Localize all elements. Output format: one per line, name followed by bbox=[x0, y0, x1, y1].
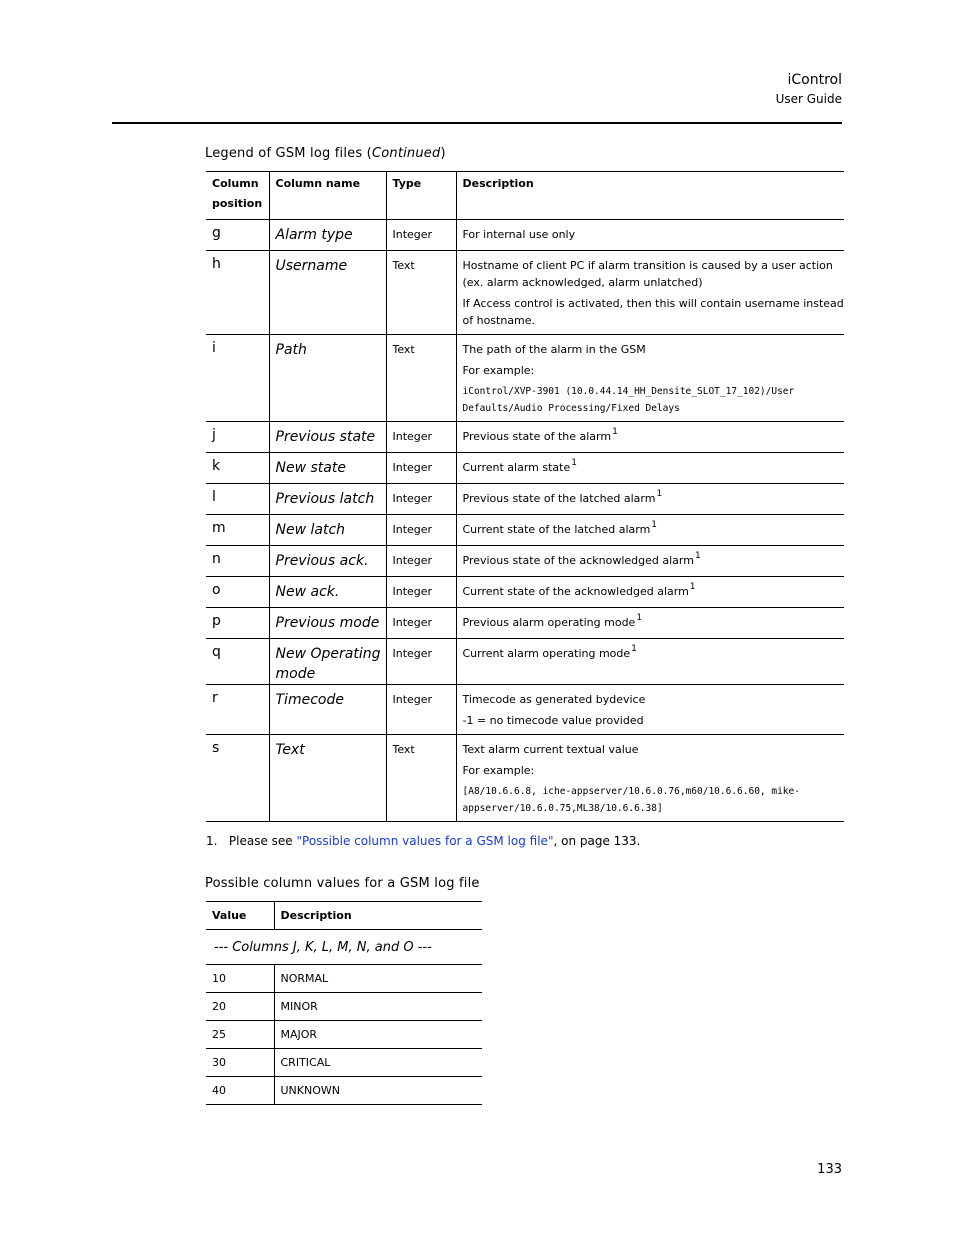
column-position-cell: h bbox=[206, 251, 269, 335]
column-name-cell: Previous latch bbox=[269, 484, 386, 515]
description-cell bbox=[456, 639, 844, 685]
description-text bbox=[463, 583, 845, 600]
legend-row bbox=[206, 546, 844, 577]
legend-row bbox=[206, 639, 844, 685]
description-text bbox=[463, 295, 845, 329]
value-description-cell: UNKNOWN bbox=[274, 1077, 482, 1105]
values-table bbox=[206, 901, 482, 1105]
description-line: For internal use only bbox=[462, 228, 576, 241]
column-position-cell: j bbox=[206, 422, 269, 453]
footnote-marker: 1 bbox=[631, 644, 637, 654]
header-type: Type bbox=[386, 172, 456, 220]
footnote-marker: 1 bbox=[571, 458, 577, 468]
value-cell: 20 bbox=[206, 993, 274, 1021]
values-row bbox=[206, 1021, 482, 1049]
legend-row bbox=[206, 220, 844, 251]
column-position-cell: g bbox=[206, 220, 269, 251]
header-column-name: Column name bbox=[269, 172, 386, 220]
legend-caption bbox=[205, 146, 446, 161]
description-line: -1 = no timecode value provided bbox=[462, 714, 644, 727]
document-subtitle: User Guide bbox=[775, 92, 842, 106]
description-text bbox=[463, 428, 845, 445]
values-group-label: --- Columns J, K, L, M, N, and O --- bbox=[206, 930, 482, 965]
description-text bbox=[463, 459, 845, 476]
column-name-cell: Timecode bbox=[269, 685, 386, 735]
description-text bbox=[463, 362, 845, 379]
description-line: Previous state of the alarm bbox=[462, 430, 612, 443]
column-position-cell: m bbox=[206, 515, 269, 546]
legend-row bbox=[206, 453, 844, 484]
legend-row bbox=[206, 251, 844, 335]
description-line: If Access control is activated, then this will contain username instead of hostname. bbox=[462, 297, 844, 327]
column-position-cell: r bbox=[206, 685, 269, 735]
column-name-cell: Previous state bbox=[269, 422, 386, 453]
column-position-cell: s bbox=[206, 735, 269, 822]
footnote bbox=[206, 834, 640, 848]
description-cell bbox=[456, 484, 844, 515]
footnote-link[interactable]: "Possible column values for a GSM log file" bbox=[296, 834, 554, 848]
legend-row bbox=[206, 577, 844, 608]
description-cell bbox=[456, 515, 844, 546]
column-name-cell: New Operating mode bbox=[269, 639, 386, 685]
type-cell: Integer bbox=[386, 685, 456, 735]
column-name-cell: New ack. bbox=[269, 577, 386, 608]
description-text bbox=[463, 257, 845, 291]
footnote-marker: 1 bbox=[656, 489, 663, 499]
header-value-description: Description bbox=[274, 902, 482, 930]
legend-row bbox=[206, 735, 844, 822]
legend-caption-continued: Continued bbox=[371, 146, 441, 161]
header-column-position: Column position bbox=[206, 172, 269, 220]
column-position-cell: l bbox=[206, 484, 269, 515]
type-cell: Integer bbox=[386, 608, 456, 639]
value-cell: 40 bbox=[206, 1077, 274, 1105]
values-row bbox=[206, 965, 482, 993]
description-cell bbox=[456, 608, 844, 639]
header-divider bbox=[112, 122, 842, 124]
legend-row bbox=[206, 685, 844, 735]
column-name-cell: New latch bbox=[269, 515, 386, 546]
description-text bbox=[463, 691, 845, 708]
description-line: For example: bbox=[462, 364, 535, 377]
column-name-cell: Path bbox=[269, 335, 386, 422]
description-cell bbox=[456, 453, 844, 484]
description-line: Previous state of the acknowledged alarm bbox=[462, 554, 694, 567]
code-example: [A8/10.6.6.8, iche-appserver/10.6.0.76,m60/10.6.6.60, mike-appserver/10.6.0.75,ML38/10.6.6.38] bbox=[462, 786, 800, 814]
description-line: Text alarm current textual value bbox=[462, 743, 639, 756]
value-description-cell: MAJOR bbox=[274, 1021, 482, 1049]
footnote-prefix: Please see bbox=[228, 834, 297, 848]
type-cell: Integer bbox=[386, 422, 456, 453]
description-line: Current alarm state bbox=[462, 461, 571, 474]
column-position-cell: p bbox=[206, 608, 269, 639]
code-example: iControl/XVP-3901 (10.0.44.14_HH_Densite_SLOT_17_102)/User Defaults/Audio Processing/Fixed Delays bbox=[462, 386, 795, 414]
description-line: Current state of the latched alarm bbox=[462, 523, 651, 536]
page-header bbox=[776, 70, 842, 108]
legend-row bbox=[206, 422, 844, 453]
footnote-number: 1. bbox=[206, 834, 218, 848]
column-name-cell: Previous mode bbox=[269, 608, 386, 639]
footnote-marker: 1 bbox=[612, 427, 618, 437]
legend-table bbox=[206, 171, 844, 822]
value-description-cell: NORMAL bbox=[274, 965, 482, 993]
description-line: Timecode as generated bydevice bbox=[462, 693, 646, 706]
value-cell: 25 bbox=[206, 1021, 274, 1049]
description-cell bbox=[456, 685, 844, 735]
column-name-cell: Text bbox=[269, 735, 386, 822]
description-cell bbox=[456, 422, 844, 453]
header-value: Value bbox=[206, 902, 274, 930]
description-text bbox=[463, 341, 845, 358]
type-cell: Integer bbox=[386, 577, 456, 608]
type-cell: Text bbox=[386, 335, 456, 422]
legend-caption-prefix: Legend of GSM log files ( bbox=[205, 146, 372, 161]
description-cell bbox=[456, 577, 844, 608]
type-cell: Integer bbox=[386, 515, 456, 546]
header-description: Description bbox=[456, 172, 844, 220]
values-row bbox=[206, 993, 482, 1021]
value-description-cell: CRITICAL bbox=[274, 1049, 482, 1077]
column-position-cell: n bbox=[206, 546, 269, 577]
values-row bbox=[206, 1077, 482, 1105]
legend-row bbox=[206, 335, 844, 422]
description-cell bbox=[456, 546, 844, 577]
column-name-cell: Username bbox=[269, 251, 386, 335]
type-cell: Text bbox=[386, 735, 456, 822]
values-row bbox=[206, 1049, 482, 1077]
type-cell: Integer bbox=[386, 639, 456, 685]
description-text bbox=[463, 490, 845, 507]
description-cell bbox=[456, 735, 844, 822]
column-position-cell: q bbox=[206, 639, 269, 685]
description-line: Current state of the acknowledged alarm bbox=[462, 585, 689, 598]
footnote-marker: 1 bbox=[694, 551, 701, 561]
legend-caption-suffix: ) bbox=[440, 146, 446, 161]
legend-header-row bbox=[206, 172, 844, 220]
column-position-cell: i bbox=[206, 335, 269, 422]
description-line: Current alarm operating mode bbox=[462, 647, 631, 660]
type-cell: Integer bbox=[386, 546, 456, 577]
values-header-row bbox=[206, 902, 482, 930]
footnote-marker: 1 bbox=[636, 613, 643, 623]
type-cell: Integer bbox=[386, 484, 456, 515]
description-cell bbox=[456, 251, 844, 335]
value-description-cell: MINOR bbox=[274, 993, 482, 1021]
description-line: For example: bbox=[462, 764, 535, 777]
description-line: Hostname of client PC if alarm transition is caused by a user action (ex. alarm acknowledged, alarm unlatched) bbox=[462, 259, 833, 289]
column-position-cell: k bbox=[206, 453, 269, 484]
column-name-cell: Previous ack. bbox=[269, 546, 386, 577]
type-cell: Text bbox=[386, 251, 456, 335]
description-cell bbox=[456, 335, 844, 422]
values-group-row bbox=[206, 930, 482, 965]
description-text bbox=[463, 645, 845, 662]
description-text bbox=[463, 521, 845, 538]
value-cell: 10 bbox=[206, 965, 274, 993]
legend-row bbox=[206, 608, 844, 639]
footnote-suffix: , on page 133. bbox=[553, 834, 641, 848]
page-number: 133 bbox=[817, 1162, 842, 1177]
legend-row bbox=[206, 484, 844, 515]
footnote-marker: 1 bbox=[651, 520, 658, 530]
value-cell: 30 bbox=[206, 1049, 274, 1077]
column-name-cell: New state bbox=[269, 453, 386, 484]
description-text bbox=[463, 741, 845, 758]
description-text bbox=[463, 226, 845, 243]
description-cell bbox=[456, 220, 844, 251]
type-cell: Integer bbox=[386, 453, 456, 484]
description-text bbox=[463, 762, 845, 779]
description-line: The path of the alarm in the GSM bbox=[462, 343, 646, 356]
document-title: iControl bbox=[787, 72, 842, 88]
column-name-cell: Alarm type bbox=[269, 220, 386, 251]
values-caption: Possible column values for a GSM log file bbox=[205, 876, 480, 891]
description-text bbox=[463, 712, 845, 729]
description-text bbox=[463, 552, 845, 569]
description-line: Previous state of the latched alarm bbox=[462, 492, 656, 505]
column-position-cell: o bbox=[206, 577, 269, 608]
description-line: Previous alarm operating mode bbox=[462, 616, 636, 629]
description-text bbox=[463, 614, 845, 631]
type-cell: Integer bbox=[386, 220, 456, 251]
footnote-marker: 1 bbox=[689, 582, 696, 592]
legend-row bbox=[206, 515, 844, 546]
